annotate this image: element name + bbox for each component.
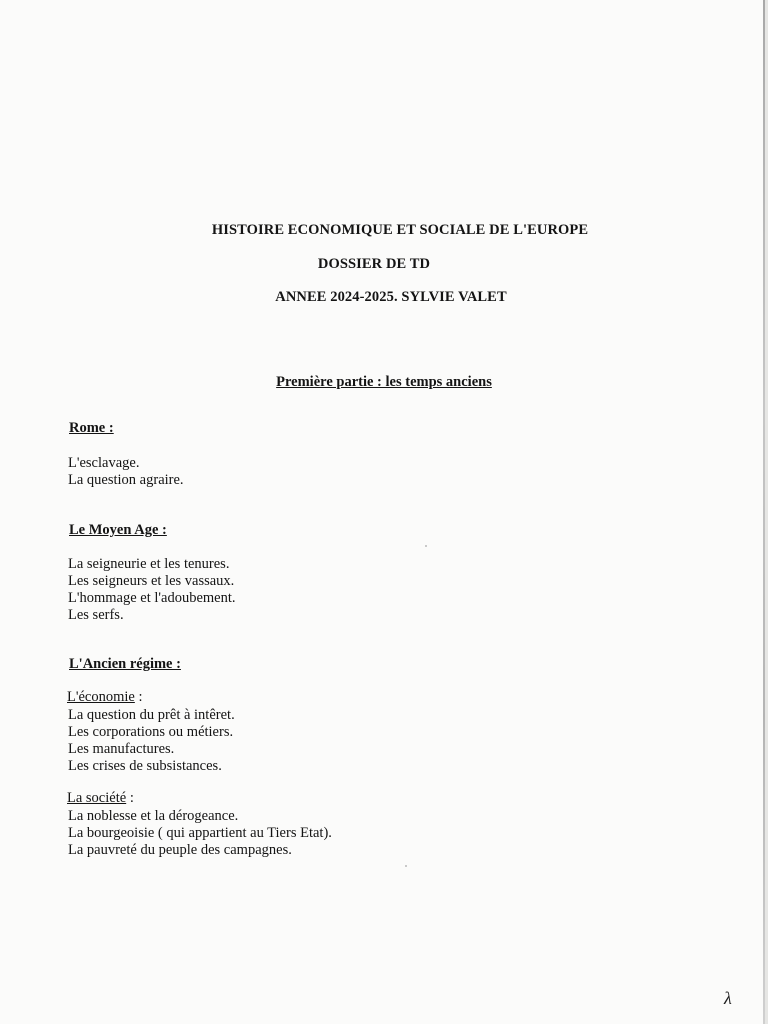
list-item: Les seigneurs et les vassaux. xyxy=(68,573,235,589)
section-title-rome: Rome : xyxy=(69,420,114,436)
list-item: L'hommage et l'adoubement. xyxy=(68,590,236,606)
list-item: Les serfs. xyxy=(68,607,124,623)
list-item: Les crises de subsistances. xyxy=(68,758,222,774)
section-title-moyen-age: Le Moyen Age : xyxy=(69,522,167,538)
scan-edge-line xyxy=(763,0,765,1024)
list-item: L'esclavage. xyxy=(68,455,140,471)
moyen-age-topics-list xyxy=(68,556,236,624)
societe-colon: : xyxy=(126,790,134,806)
list-item: La bourgeoisie ( qui appartient au Tiers Etat). xyxy=(68,825,332,841)
scan-speck xyxy=(425,545,427,547)
list-item: La seigneurie et les tenures. xyxy=(68,556,230,572)
scan-speck xyxy=(405,865,407,867)
list-item: La pauvreté du peuple des campagnes. xyxy=(68,842,292,858)
year-author-line: ANNEE 2024-2025. SYLVIE VALET xyxy=(275,289,507,305)
part-title: Première partie : les temps anciens xyxy=(276,374,492,390)
part-heading xyxy=(0,374,768,391)
list-item: Les corporations ou métiers. xyxy=(68,724,234,740)
subsection-title-societe xyxy=(67,790,134,807)
societe-label: La société xyxy=(67,790,127,806)
economie-topics-list xyxy=(68,707,235,775)
section-title-ancien-regime: L'Ancien régime : xyxy=(69,656,181,672)
economie-colon: : xyxy=(134,689,143,705)
rome-topics-list xyxy=(68,455,184,489)
course-title: HISTOIRE ECONOMIQUE ET SOCIALE DE L'EUROPE xyxy=(211,222,589,238)
societe-topics-list xyxy=(68,808,332,859)
list-item: La question du prêt à intêret. xyxy=(68,707,235,723)
list-item: Les manufactures. xyxy=(68,741,175,757)
subsection-title-economie xyxy=(67,689,143,706)
page-number: λ xyxy=(724,988,732,1008)
list-item: La question agraire. xyxy=(68,472,184,488)
economie-label: L'économie xyxy=(67,689,135,705)
dossier-title: DOSSIER DE TD xyxy=(317,256,431,272)
list-item: La noblesse et la dérogeance. xyxy=(68,808,239,824)
